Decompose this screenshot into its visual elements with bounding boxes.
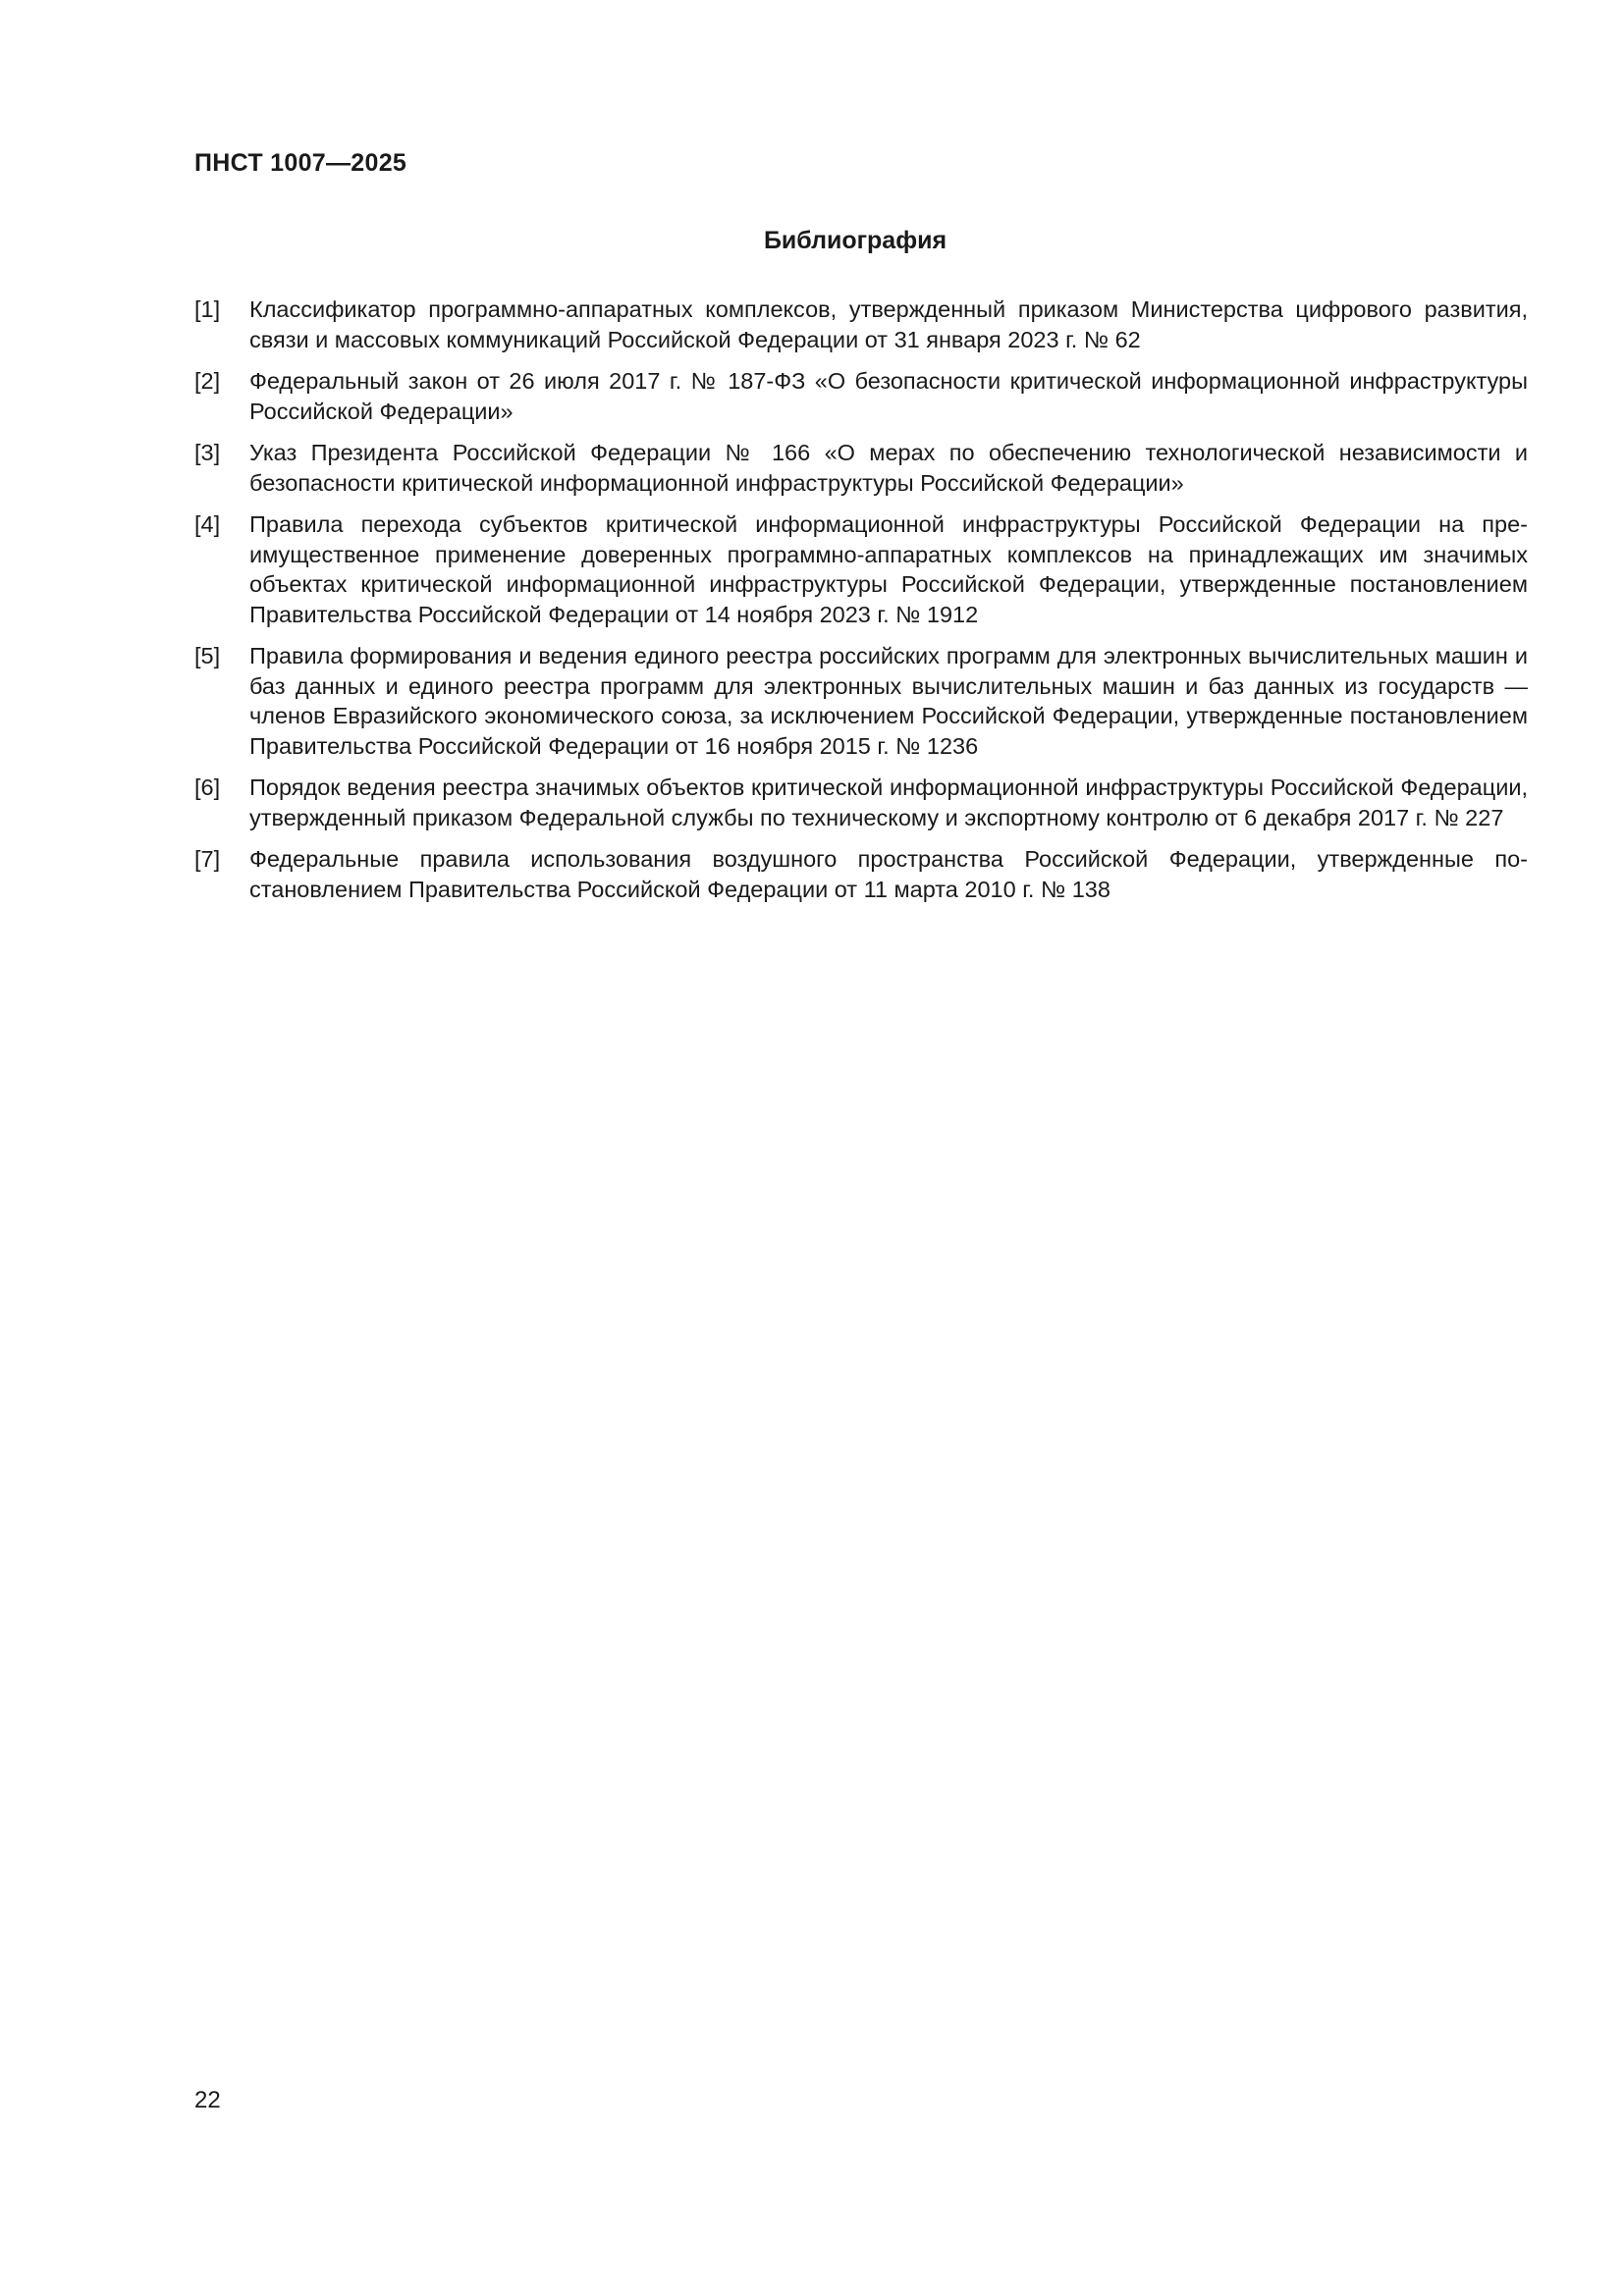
entry-number: [5] — [194, 643, 221, 668]
entry-number: [6] — [194, 774, 221, 800]
bibliography-entry — [194, 509, 1528, 629]
entry-text: Федеральные правила использования воздушного пространства Российской Федерации, утвержденные постановлением Правительства Российской Федерации от 11 марта 2010 г. № 138 — [249, 846, 1528, 902]
document-code: ПНСТ 1007—2025 — [194, 149, 407, 177]
page-number: 22 — [194, 2087, 221, 2113]
bibliography-entry — [194, 366, 1528, 426]
entry-text: Классификатор программно-аппаратных комплексов, утвержденный приказом Министерства цифрового развития, связи и массовых коммуникаций Российской Федерации от 31 января 2023 г. № 62 — [249, 296, 1528, 352]
entry-text: Указ Президента Российской Федерации № 166 «О мерах по обеспечению технологической независимости и безопасности критической информационной инфраструктуры Российской Федерации» — [249, 440, 1528, 496]
entry-text: Порядок ведения реестра значимых объектов критической информационной инфраструктуры Российской Федерации, утвержденный приказом Федеральной службы по техническому и экспортному контролю от 6 декабря 2017 г. № 227 — [249, 774, 1528, 830]
entry-number: [4] — [194, 511, 221, 537]
entry-number: [1] — [194, 296, 221, 322]
bibliography-entry — [194, 641, 1528, 761]
bibliography-entry — [194, 438, 1528, 498]
entry-number: [7] — [194, 846, 221, 872]
entry-number: [2] — [194, 368, 221, 394]
entry-number: [3] — [194, 440, 221, 465]
entry-text: Правила формирования и ведения единого реестра российских программ для электронных вычислительных машин и баз данных и единого реестра программ для электронных вычислительных машин и баз данных из государств — членов Евразийского экономического союза, за исключением Российской Федерации, утвержденные постановлением Правительства Российской Федерации от 16 ноября 2015 г. № 1236 — [249, 643, 1528, 759]
bibliography-entry — [194, 844, 1528, 904]
entry-text: Федеральный закон от 26 июля 2017 г. № 187-ФЗ «О безопасности критической информационной инфраструктуры Российской Федерации» — [249, 368, 1528, 424]
entry-text: Правила перехода субъектов критической информационной инфраструктуры Российской Федерации на преимущественное применение доверенных программно-аппаратных комплексов на принадлежащих им значимых объектах критической информационной инфраструктуры Российской Федерации, утвержденные постановлением Правительства Российской Федерации от 14 ноября 2023 г. № 1912 — [249, 511, 1528, 627]
bibliography-entry — [194, 294, 1528, 354]
bibliography-entry — [194, 773, 1528, 832]
bibliography-list — [194, 294, 1528, 916]
section-title: Библиография — [763, 227, 947, 254]
